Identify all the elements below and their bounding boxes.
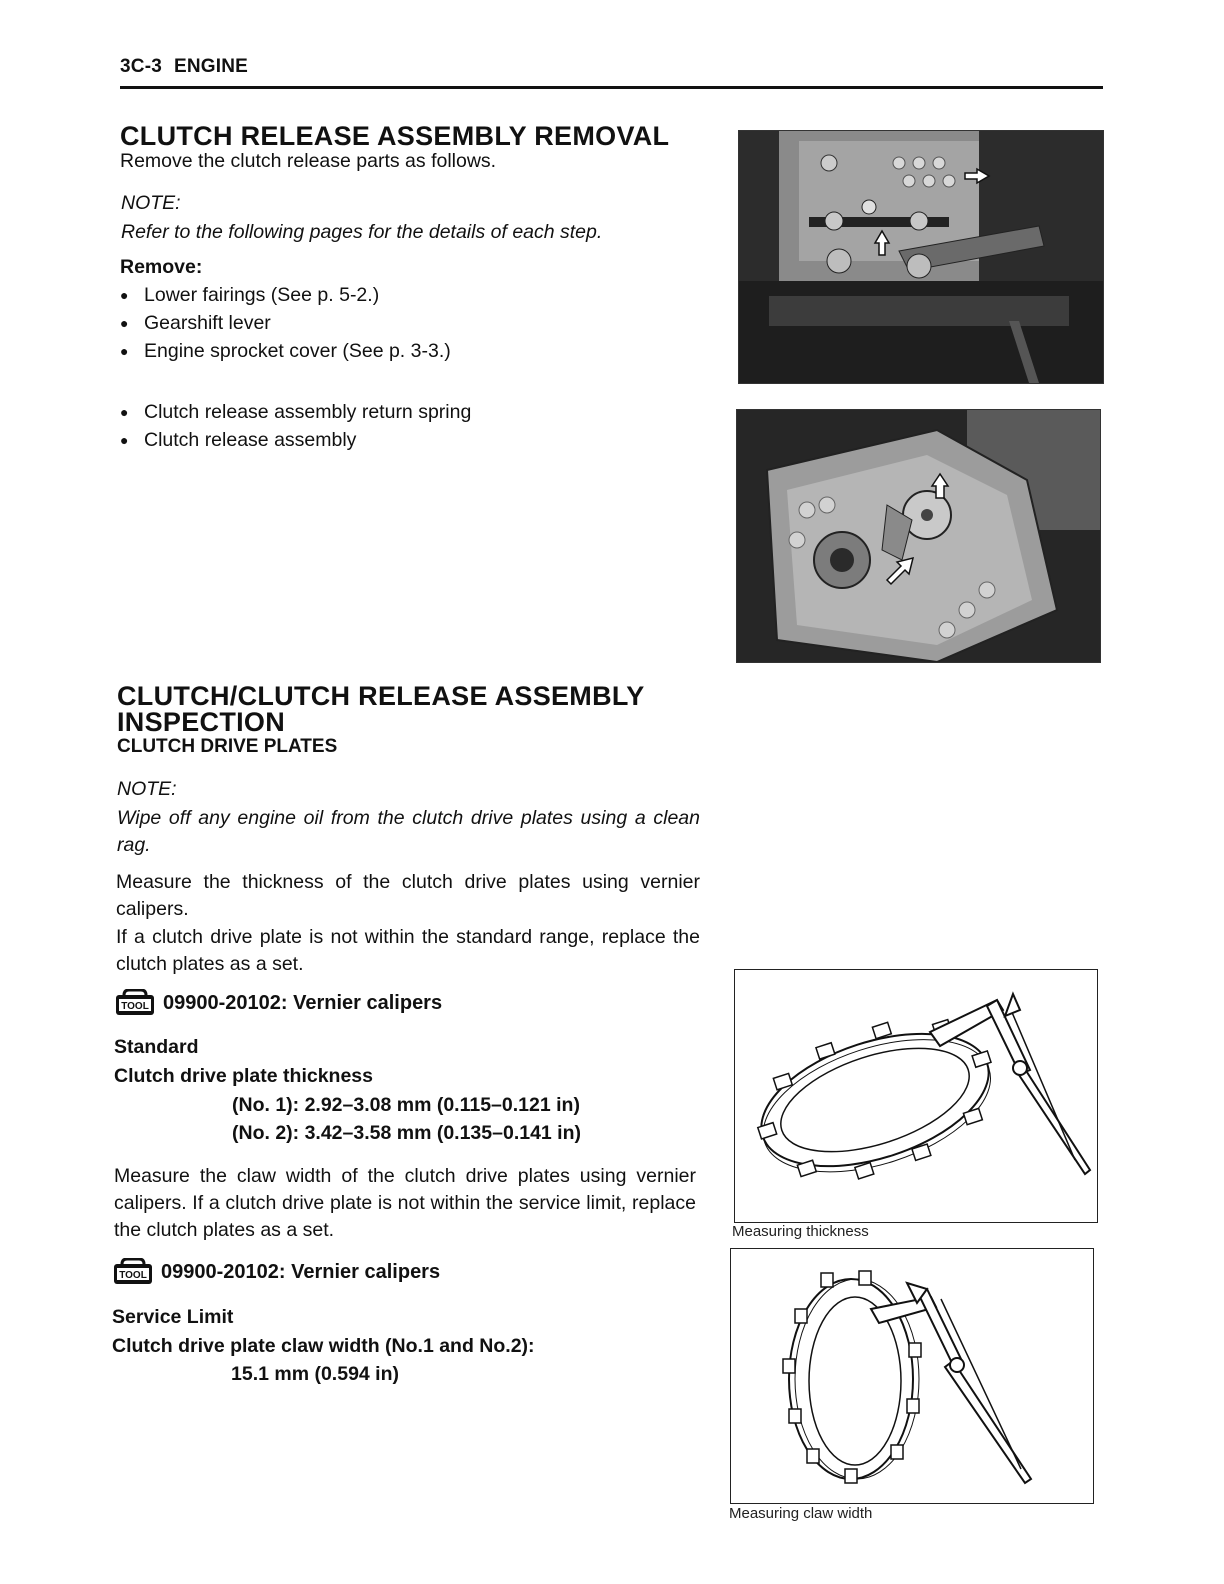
- page-header: [120, 56, 248, 78]
- tool-line-2: [113, 1258, 440, 1286]
- service-limit-item: Clutch drive plate claw width (No.1 and No.2):: [112, 1335, 535, 1357]
- list-item: ● Clutch release assembly return spring: [120, 398, 680, 426]
- page-ref: 3C-3: [120, 56, 162, 77]
- inspection-title-line1: CLUTCH/CLUTCH RELEASE ASSEMBLY: [117, 681, 645, 711]
- service-limit-label: Service Limit: [112, 1306, 234, 1328]
- chapter-title: ENGINE: [173, 56, 249, 77]
- tool-2-text: 09900-20102: Vernier calipers: [161, 1260, 441, 1283]
- removal-title: CLUTCH RELEASE ASSEMBLY REMOVAL: [120, 121, 670, 151]
- svg-text:TOOL: TOOL: [119, 1270, 147, 1281]
- photo-gearshift-area: [738, 130, 1104, 384]
- list-item: ● Engine sprocket cover (See p. 3-3.): [120, 337, 680, 365]
- figure-measuring-thickness: [734, 969, 1098, 1223]
- list-item: ● Gearshift lever: [120, 309, 680, 337]
- removal-note-text: Refer to the following pages for the details of each step.: [121, 221, 603, 243]
- standard-item: Clutch drive plate thickness: [114, 1065, 373, 1087]
- removal-list-1: [120, 281, 680, 365]
- caption-measuring-thickness: Measuring thickness: [732, 1223, 869, 1240]
- standard-label: Standard: [114, 1036, 199, 1058]
- inspection-note-text: Wipe off any engine oil from the clutch drive plates using a clean rag.: [117, 807, 700, 856]
- svg-text:TOOL: TOOL: [121, 1001, 149, 1012]
- inspection-subtitle: CLUTCH DRIVE PLATES: [117, 736, 338, 757]
- inspection-para-3: Measure the claw width of the clutch drive plates using vernier calipers. If a clutch drive plate is not within the service limit, replace the clutch plates as a set.: [114, 1165, 696, 1241]
- removal-list-2: [120, 398, 680, 454]
- caption-measuring-claw-width: Measuring claw width: [729, 1505, 873, 1522]
- inspection-note-label: NOTE:: [117, 778, 177, 800]
- figure-measuring-claw-width: [730, 1248, 1094, 1504]
- service-limit-value: 15.1 mm (0.594 in): [231, 1363, 399, 1385]
- photo-clutch-release-assembly: [736, 409, 1101, 663]
- tool-line-1: [115, 989, 442, 1017]
- remove-label: Remove:: [120, 256, 203, 278]
- spec-no2: (No. 2): 3.42–3.58 mm (0.135–0.141 in): [232, 1122, 582, 1144]
- spec-no1: (No. 1): 2.92–3.08 mm (0.115–0.121 in): [232, 1094, 580, 1116]
- tool-1-text: 09900-20102: Vernier calipers: [163, 991, 443, 1014]
- inspection-para-1: Measure the thickness of the clutch drive plates using vernier calipers.: [116, 871, 700, 920]
- inspection-title-line2: INSPECTION: [117, 707, 286, 737]
- tool-icon: [113, 1258, 153, 1286]
- removal-note-label: NOTE:: [121, 192, 181, 214]
- list-item: ● Clutch release assembly: [120, 426, 680, 454]
- list-item: ● Lower fairings (See p. 5-2.): [120, 281, 680, 309]
- removal-intro: Remove the clutch release parts as follows.: [120, 150, 497, 172]
- inspection-para-2: If a clutch drive plate is not within the standard range, replace the clutch plates as a set.: [116, 926, 700, 975]
- header-rule: [120, 86, 1103, 89]
- tool-icon: [115, 989, 155, 1017]
